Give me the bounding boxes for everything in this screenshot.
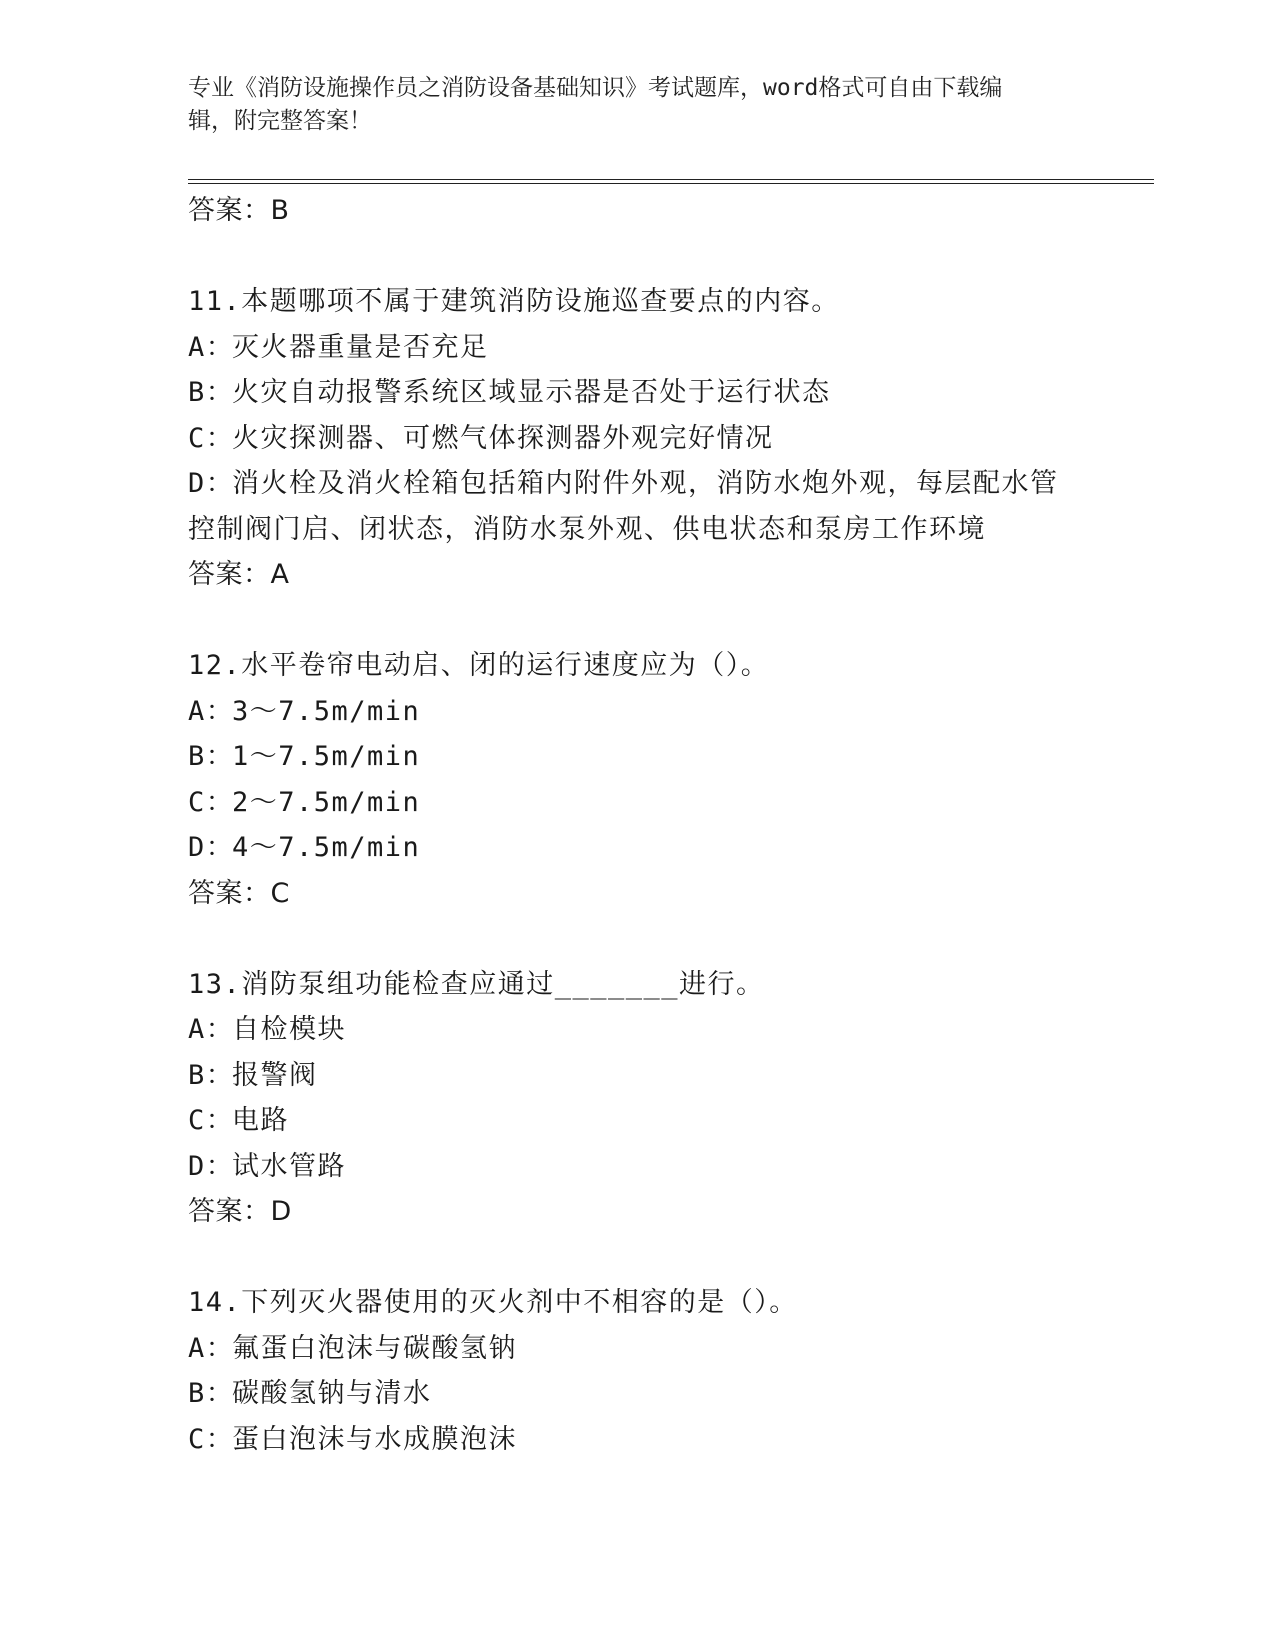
option-label: D： xyxy=(188,832,235,863)
option-label: B： xyxy=(188,1059,235,1091)
option-c xyxy=(188,780,1128,826)
question-block xyxy=(188,962,1128,1235)
option-c xyxy=(188,1417,1128,1463)
option-text: 消火栓及消火栓箱包括箱内附件外观，消防水炮外观，每层配水管 xyxy=(232,468,1059,499)
option-text: 灭火器重量是否充足 xyxy=(232,331,489,363)
option-text: 1～7.5m/min xyxy=(232,741,421,772)
option-b xyxy=(188,1053,1128,1099)
option-text: 蛋白泡沫与水成膜泡沫 xyxy=(232,1423,517,1455)
spacer xyxy=(188,1235,1128,1281)
option-a xyxy=(188,325,1128,371)
option-label: D： xyxy=(188,468,235,499)
spacer xyxy=(188,598,1128,644)
option-text: 2～7.5m/min xyxy=(232,786,421,818)
answer-line: 答案：B xyxy=(188,195,290,226)
option-label: C： xyxy=(188,1105,235,1136)
option-text: 火灾自动报警系统区域显示器是否处于运行状态 xyxy=(232,377,831,408)
document-header xyxy=(188,72,1088,138)
option-a xyxy=(188,1007,1128,1053)
option-text: 4～7.5m/min xyxy=(232,832,421,863)
option-label: A： xyxy=(188,1014,235,1045)
option-text: 3～7.5m/min xyxy=(232,695,421,727)
option-a xyxy=(188,689,1128,735)
question-list xyxy=(188,188,1128,1462)
option-label: B： xyxy=(188,1378,235,1409)
question-stem: 13.消防泵组功能检查应通过_______进行。 xyxy=(188,968,765,1000)
option-label: C： xyxy=(188,786,235,818)
option-text: 火灾探测器、可燃气体探测器外观完好情况 xyxy=(232,422,774,454)
header-divider xyxy=(188,179,1154,184)
option-c xyxy=(188,416,1128,462)
option-d xyxy=(188,461,1128,507)
option-d-continuation: 控制阀门启、闭状态，消防水泵外观、供电状态和泵房工作环境 xyxy=(188,513,986,545)
option-label: B： xyxy=(188,741,235,772)
option-text: 试水管路 xyxy=(232,1150,346,1182)
question-block xyxy=(188,279,1128,598)
option-label: B： xyxy=(188,377,235,408)
spacer xyxy=(188,234,1128,280)
option-label: C： xyxy=(188,422,235,454)
option-d xyxy=(188,1144,1128,1190)
option-b xyxy=(188,1371,1128,1417)
option-d xyxy=(188,825,1128,871)
option-text: 碳酸氢钠与清水 xyxy=(232,1378,432,1409)
spacer xyxy=(188,916,1128,962)
option-label: A： xyxy=(188,695,235,727)
option-label: A： xyxy=(188,331,235,363)
option-b xyxy=(188,370,1128,416)
question-block xyxy=(188,643,1128,916)
header-line-1: 专业《消防设施操作员之消防设备基础知识》考试题库，word格式可自由下载编 xyxy=(188,75,1003,101)
option-text: 自检模块 xyxy=(232,1014,346,1045)
option-a xyxy=(188,1326,1128,1372)
question-block xyxy=(188,1280,1128,1462)
option-label: D： xyxy=(188,1150,235,1182)
question-stem: 14.下列灭火器使用的灭火剂中不相容的是（）。 xyxy=(188,1287,798,1318)
question-stem: 11.本题哪项不属于建筑消防设施巡查要点的内容。 xyxy=(188,286,840,317)
option-c xyxy=(188,1098,1128,1144)
option-label: C： xyxy=(188,1423,235,1455)
answer-line: 答案：A xyxy=(188,559,290,590)
header-line-2: 辑，附完整答案！ xyxy=(188,108,372,134)
question-stem: 12.水平卷帘电动启、闭的运行速度应为（）。 xyxy=(188,650,770,681)
option-text: 电路 xyxy=(232,1105,289,1136)
option-label: A： xyxy=(188,1332,235,1364)
option-text: 氟蛋白泡沫与碳酸氢钠 xyxy=(232,1332,517,1364)
option-b xyxy=(188,734,1128,780)
option-text: 报警阀 xyxy=(232,1059,318,1091)
answer-line: 答案：D xyxy=(188,1196,292,1227)
answer-line: 答案：C xyxy=(188,877,290,909)
